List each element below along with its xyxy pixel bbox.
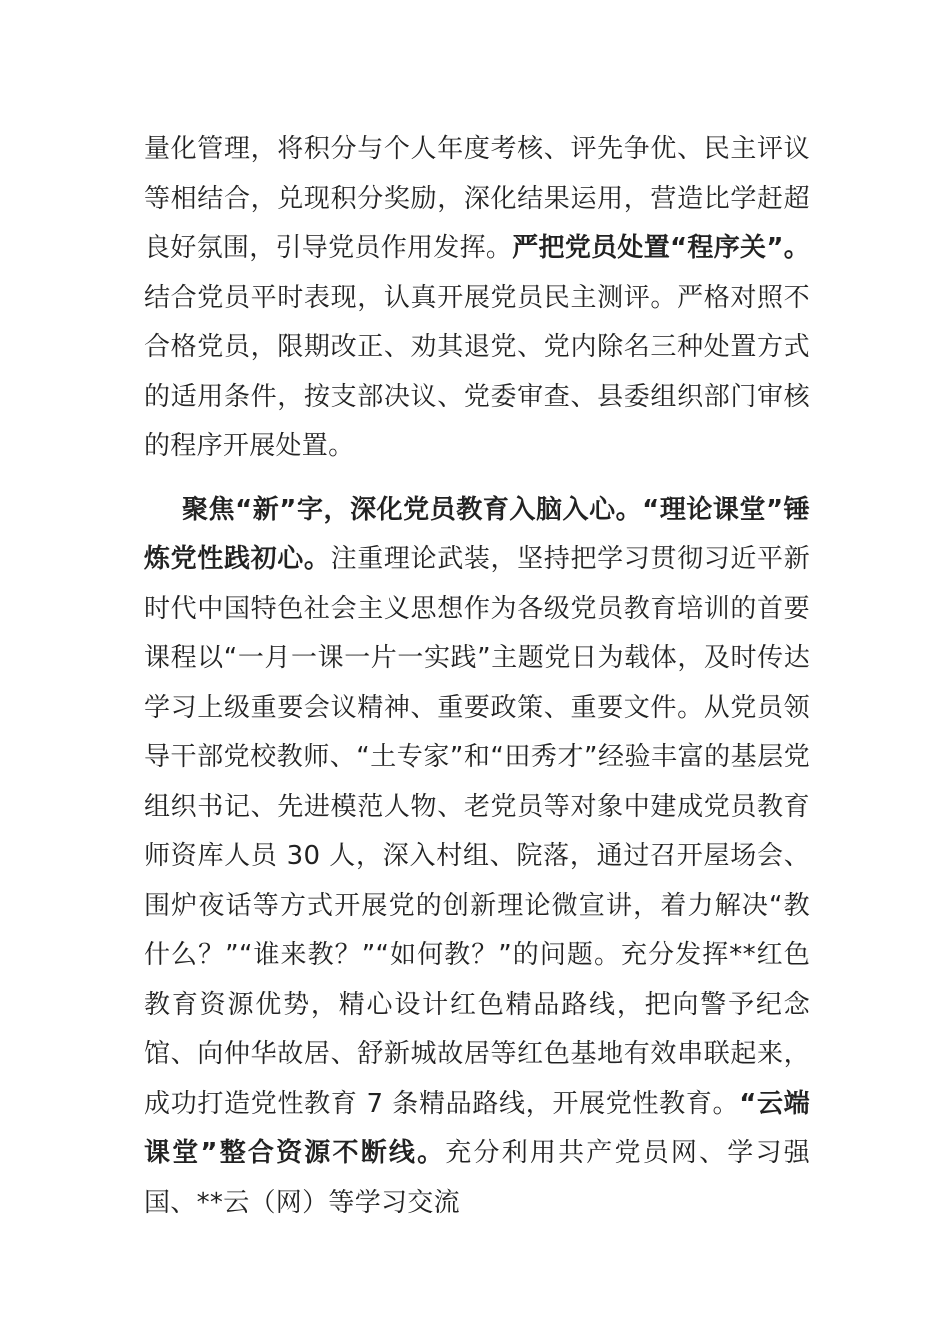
document-page — [144, 125, 810, 1228]
bold-heading: 聚焦“新”字，深化党员教育入脑入心。“理论课堂”锤炼党性践初心。 — [144, 494, 810, 574]
paragraph-text: 注重理论武装，坚持把学习贯彻习近平新时代中国特色社会主义思想作为各级党员教育培训的首要课程以“一月一课一片一实践”主题党日为载体，及时传达学习上级重要会议精神、重要政策、重要文件。从党员领导干部党校教师、“土专家”和“田秀才”经验丰富的基层党组织书记、先进模范人物、老党员等对象中建成党员教育师资库人员 30 人，深入村组、院落，通过召开屋场会、围炉夜话等方式开展党的创新理论微宣讲，着力解决“教什么？”“谁来教？”“如何教？”的问题。充分发挥**红色教育资源优势，精心设计红色精品路线，把向警予纪念馆、向仲华故居、舒新城故居等红色基地有效串联起来，成功打造党性教育 7 条精品路线，开展党性教育。 — [144, 544, 810, 1119]
paragraph-text: 充分利用共产党员网、学习强国、**云（网）等学习交流 — [144, 1138, 810, 1218]
paragraph-text: 量化管理，将积分与个人年度考核、评先争优、民主评议等相结合，兑现积分奖励，深化结果运用，营造比学赶超良好氛围，引导党员作用发挥。 — [144, 134, 810, 263]
bold-heading: 严把党员处置“程序关”。 — [512, 233, 811, 263]
paragraph-text: 结合党员平时表现，认真开展党员民主测评。严格对照不合格党员，限期改正、劝其退党、党内除名三种处置方式的适用条件，按支部决议、党委审查、县委组织部门审核的程序开展处置。 — [144, 282, 810, 461]
paragraph-party-member-education — [144, 486, 810, 1229]
bold-heading: “云端课堂”整合资源不断线。 — [144, 1088, 810, 1168]
paragraph-party-member-management — [144, 125, 810, 472]
